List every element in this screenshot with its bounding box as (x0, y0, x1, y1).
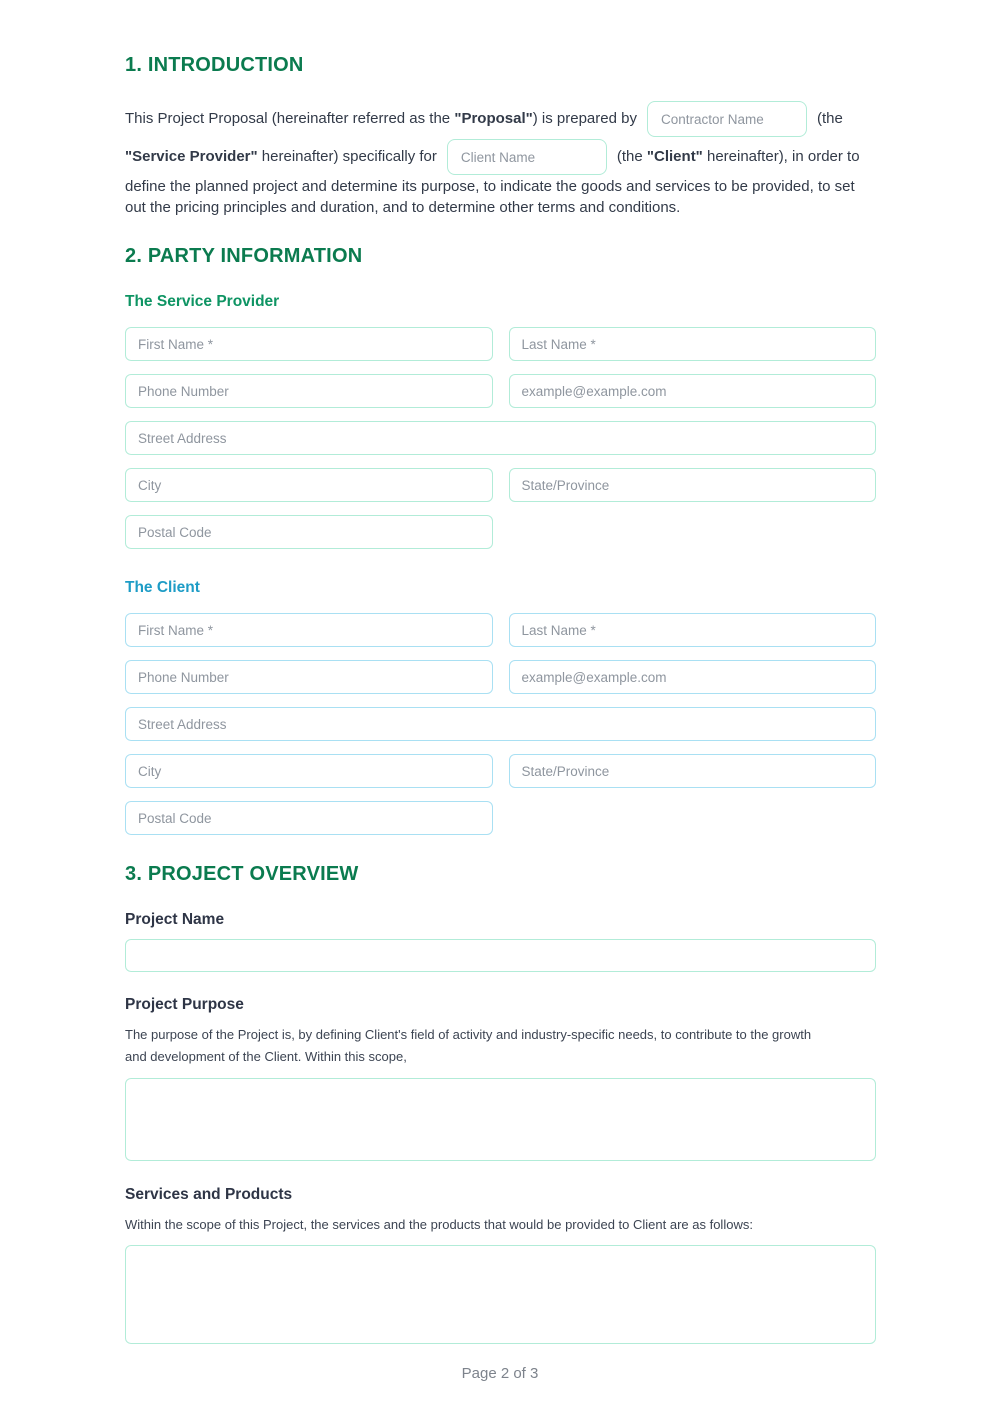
client-subheading: The Client (125, 579, 200, 596)
client-street-row (125, 707, 876, 741)
intro-text-5: (the (616, 147, 647, 165)
client-first-name-input[interactable] (125, 613, 493, 647)
party-information-heading: 2. PARTY INFORMATION (125, 245, 363, 267)
intro-text-2: ) is prepared by (532, 109, 637, 127)
client-contact-row (125, 660, 876, 694)
sp-city-input[interactable] (125, 468, 493, 502)
services-products-description: Within the scope of this Project, the services and the products that would be provided to Client are as follows: (125, 1216, 753, 1232)
client-email-input[interactable] (509, 660, 877, 694)
project-purpose-textarea[interactable] (125, 1078, 876, 1161)
client-fields (125, 613, 876, 835)
client-name-row (125, 613, 876, 647)
project-purpose-description: The purpose of the Project is, by defining Client's field of activity and industry-specific needs, to contribute to the growth and development of the Client. Within this scope, (125, 1027, 812, 1065)
project-name-input[interactable] (125, 939, 876, 972)
introduction-heading: 1. INTRODUCTION (125, 54, 304, 76)
client-phone-input[interactable] (125, 660, 493, 694)
intro-bold-proposal: "Proposal" (454, 109, 533, 127)
client-last-name-input[interactable] (509, 613, 877, 647)
sp-street-address-input[interactable] (125, 421, 876, 455)
client-postal-row (125, 801, 876, 835)
form-page (125, 0, 876, 1344)
introduction-paragraph (125, 100, 876, 218)
services-products-textarea[interactable] (125, 1245, 876, 1344)
contractor-name-input[interactable] (647, 101, 807, 137)
service-provider-fields (125, 327, 876, 549)
page-indicator: Page 2 of 3 (461, 1365, 539, 1382)
sp-street-row (125, 421, 876, 455)
intro-text-4: hereinafter) specifically for (257, 147, 437, 165)
client-street-address-input[interactable] (125, 707, 876, 741)
sp-state-province-input[interactable] (509, 468, 877, 502)
client-state-province-input[interactable] (509, 754, 877, 788)
sp-city-state-row (125, 468, 876, 502)
intro-text-3: (the (816, 109, 843, 127)
sp-contact-row (125, 374, 876, 408)
intro-text-1: This Project Proposal (hereinafter referred as the (125, 109, 455, 127)
project-purpose-label: Project Purpose (125, 996, 244, 1013)
project-name-label: Project Name (125, 911, 225, 928)
service-provider-subheading: The Service Provider (125, 293, 280, 310)
intro-bold-service-provider: "Service Provider" (125, 147, 258, 165)
sp-name-row (125, 327, 876, 361)
sp-postal-row (125, 515, 876, 549)
sp-last-name-input[interactable] (509, 327, 877, 361)
client-city-state-row (125, 754, 876, 788)
sp-first-name-input[interactable] (125, 327, 493, 361)
sp-postal-code-input[interactable] (125, 515, 493, 549)
project-overview-heading: 3. PROJECT OVERVIEW (125, 863, 359, 885)
client-name-input[interactable] (447, 139, 607, 175)
services-products-label: Services and Products (125, 1185, 293, 1203)
client-postal-code-input[interactable] (125, 801, 493, 835)
sp-phone-input[interactable] (125, 374, 493, 408)
client-city-input[interactable] (125, 754, 493, 788)
intro-bold-client: "Client" (646, 147, 703, 165)
sp-email-input[interactable] (509, 374, 877, 408)
intro-text-6: hereinafter), in order to define the planned project and determine its purpose, to indicate the goods and services to be provided, to set out the pricing principles and duration, and to determine other terms and conditions. (125, 147, 860, 216)
